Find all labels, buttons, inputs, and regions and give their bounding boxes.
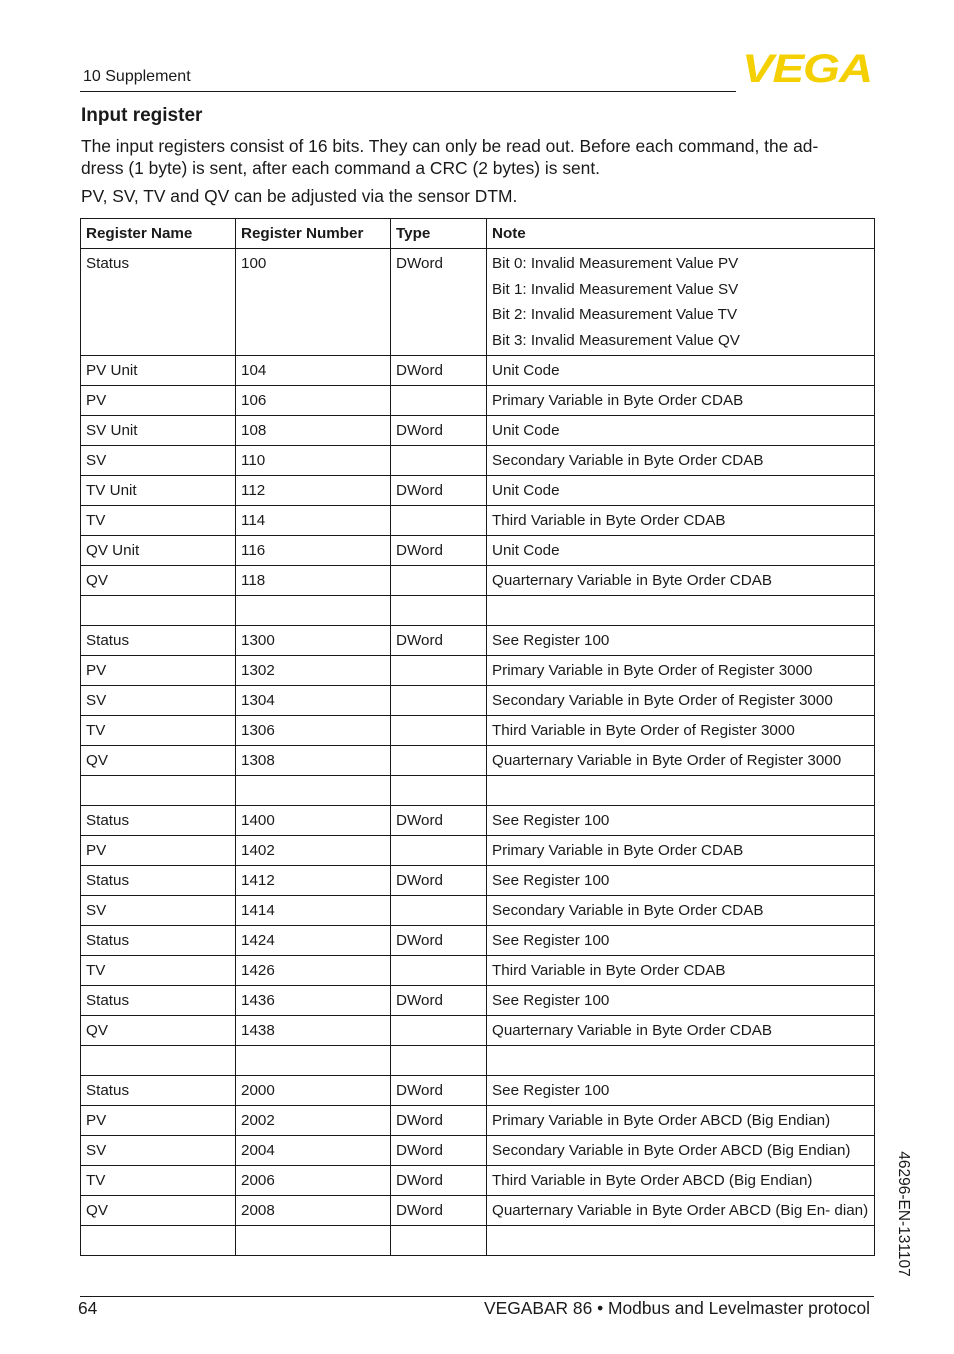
cell-note: Primary Variable in Byte Order CDAB — [487, 835, 875, 865]
cell-register-name: TV — [81, 715, 236, 745]
cell-note: Secondary Variable in Byte Order CDAB — [487, 445, 875, 475]
note-line: Bit 1: Invalid Measurement Value SV — [492, 280, 739, 298]
table-row — [81, 835, 875, 865]
cell-note: Third Variable in Byte Order ABCD (Big Endian) — [487, 1165, 875, 1195]
table-row — [81, 955, 875, 985]
table-header-row — [81, 219, 875, 249]
table-row — [81, 925, 875, 955]
cell-register-number: 2006 — [236, 1165, 391, 1195]
cell-note: Secondary Variable in Byte Order ABCD (Big Endian) — [487, 1135, 875, 1165]
document-code-text: 46296-EN-131107 — [895, 1151, 912, 1277]
cell-register-number: 2002 — [236, 1105, 391, 1135]
table-row — [81, 475, 875, 505]
cell-note: See Register 100 — [487, 1075, 875, 1105]
cell-type — [391, 505, 487, 535]
cell-register-number: 1438 — [236, 1015, 391, 1045]
cell-register-number: 1304 — [236, 685, 391, 715]
cell-register-number: 1436 — [236, 985, 391, 1015]
cell-register-number — [236, 595, 391, 625]
cell-type — [391, 685, 487, 715]
document-code — [893, 1139, 913, 1289]
cell-note: Quarternary Variable in Byte Order ABCD (Big En- dian) — [487, 1195, 875, 1225]
header-note: Note — [487, 219, 875, 249]
cell-type: DWord — [391, 249, 487, 356]
cell-note: Unit Code — [487, 535, 875, 565]
cell-register-name: TV Unit — [81, 475, 236, 505]
cell-register-number: 1426 — [236, 955, 391, 985]
cell-type: DWord — [391, 985, 487, 1015]
table-row — [81, 715, 875, 745]
cell-register-name: Status — [81, 1075, 236, 1105]
cell-register-name: QV — [81, 1195, 236, 1225]
cell-type: DWord — [391, 355, 487, 385]
cell-register-name: SV — [81, 1135, 236, 1165]
cell-type: DWord — [391, 1195, 487, 1225]
header-rule — [80, 91, 736, 92]
cell-type: DWord — [391, 1165, 487, 1195]
cell-type — [391, 775, 487, 805]
cell-register-name — [81, 1045, 236, 1075]
header-type: Type — [391, 219, 487, 249]
table-row — [81, 1015, 875, 1045]
cell-register-name — [81, 1225, 236, 1255]
cell-register-name: Status — [81, 925, 236, 955]
cell-note: Quarternary Variable in Byte Order CDAB — [487, 1015, 875, 1045]
cell-note: Third Variable in Byte Order of Register 3000 — [487, 715, 875, 745]
cell-register-name: PV — [81, 835, 236, 865]
cell-type — [391, 655, 487, 685]
cell-note: See Register 100 — [487, 625, 875, 655]
note-line: Bit 3: Invalid Measurement Value QV — [492, 331, 740, 349]
cell-register-number: 1302 — [236, 655, 391, 685]
vega-logo — [741, 50, 873, 86]
cell-note: Third Variable in Byte Order CDAB — [487, 955, 875, 985]
cell-register-name: QV — [81, 745, 236, 775]
cell-register-name: PV — [81, 1105, 236, 1135]
cell-register-number: 1300 — [236, 625, 391, 655]
cell-note: Unit Code — [487, 355, 875, 385]
cell-register-name: PV — [81, 385, 236, 415]
intro-paragraph: The input registers consist of 16 bits. They can only be read out. Before each command, the ad- dress (1 byte) is sent, after each command a CRC (2 bytes) is sent. — [81, 136, 819, 178]
cell-note: Unit Code — [487, 475, 875, 505]
cell-type — [391, 955, 487, 985]
table-row — [81, 385, 875, 415]
cell-type: DWord — [391, 475, 487, 505]
cell-register-number: 110 — [236, 445, 391, 475]
cell-note: See Register 100 — [487, 865, 875, 895]
cell-type — [391, 745, 487, 775]
dtm-paragraph: PV, SV, TV and QV can be adjusted via the sensor DTM. — [81, 186, 518, 206]
cell-register-name — [81, 775, 236, 805]
footer-rule — [80, 1296, 874, 1297]
table-row — [81, 1165, 875, 1195]
cell-register-number — [236, 1045, 391, 1075]
section-label: 10 Supplement — [83, 68, 191, 85]
spacer-row — [81, 595, 875, 625]
cell-type — [391, 715, 487, 745]
table-row — [81, 655, 875, 685]
table-row — [81, 1075, 875, 1105]
cell-register-name: SV — [81, 895, 236, 925]
spacer-row — [81, 775, 875, 805]
cell-type — [391, 385, 487, 415]
cell-type — [391, 835, 487, 865]
header-register-number: Register Number — [236, 219, 391, 249]
cell-note: Primary Variable in Byte Order of Register 3000 — [487, 655, 875, 685]
input-register-table — [80, 218, 875, 1256]
table-row — [81, 685, 875, 715]
cell-register-name — [81, 595, 236, 625]
cell-register-number: 118 — [236, 565, 391, 595]
footer-title: VEGABAR 86 • Modbus and Levelmaster protocol — [484, 1298, 870, 1318]
cell-register-name: PV — [81, 655, 236, 685]
cell-type — [391, 595, 487, 625]
cell-register-name: Status — [81, 985, 236, 1015]
cell-note: Secondary Variable in Byte Order of Register 3000 — [487, 685, 875, 715]
table-row — [81, 1195, 875, 1225]
cell-type — [391, 445, 487, 475]
table-row — [81, 535, 875, 565]
cell-register-number: 108 — [236, 415, 391, 445]
table-row — [81, 565, 875, 595]
cell-register-number: 1412 — [236, 865, 391, 895]
page-number: 64 — [78, 1298, 98, 1318]
note-line: Bit 0: Invalid Measurement Value PV — [492, 255, 739, 272]
cell-register-name: SV — [81, 445, 236, 475]
table-row — [81, 745, 875, 775]
table-row — [81, 249, 875, 356]
cell-type: DWord — [391, 865, 487, 895]
cell-register-number: 2008 — [236, 1195, 391, 1225]
table-row — [81, 355, 875, 385]
cell-register-number: 1402 — [236, 835, 391, 865]
table-row — [81, 805, 875, 835]
table-row — [81, 895, 875, 925]
cell-register-number: 1414 — [236, 895, 391, 925]
cell-register-number: 1306 — [236, 715, 391, 745]
cell-note: Primary Variable in Byte Order CDAB — [487, 385, 875, 415]
cell-type — [391, 1045, 487, 1075]
cell-register-number — [236, 1225, 391, 1255]
cell-note: Quarternary Variable in Byte Order CDAB — [487, 565, 875, 595]
cell-register-name: SV Unit — [81, 415, 236, 445]
cell-register-name: SV — [81, 685, 236, 715]
cell-register-number: 1308 — [236, 745, 391, 775]
cell-register-name: TV — [81, 955, 236, 985]
header-register-name: Register Name — [81, 219, 236, 249]
table-row — [81, 1105, 875, 1135]
cell-note — [487, 595, 875, 625]
cell-register-number: 1400 — [236, 805, 391, 835]
cell-type: DWord — [391, 925, 487, 955]
cell-note: Unit Code — [487, 415, 875, 445]
cell-register-number: 114 — [236, 505, 391, 535]
cell-note: Primary Variable in Byte Order ABCD (Big Endian) — [487, 1105, 875, 1135]
logo-text: VEGA — [742, 50, 872, 86]
cell-register-number: 112 — [236, 475, 391, 505]
cell-type — [391, 1015, 487, 1045]
table-row — [81, 505, 875, 535]
cell-note — [487, 775, 875, 805]
cell-register-name: Status — [81, 625, 236, 655]
cell-type — [391, 895, 487, 925]
cell-type — [391, 565, 487, 595]
cell-register-name: Status — [81, 805, 236, 835]
cell-type: DWord — [391, 1105, 487, 1135]
cell-note: See Register 100 — [487, 805, 875, 835]
cell-note: See Register 100 — [487, 985, 875, 1015]
cell-note — [487, 249, 875, 356]
cell-register-name: QV — [81, 1015, 236, 1045]
table-row — [81, 415, 875, 445]
page-title: Input register — [81, 105, 203, 126]
cell-note: Quarternary Variable in Byte Order of Register 3000 — [487, 745, 875, 775]
cell-register-name: Status — [81, 249, 236, 356]
cell-type: DWord — [391, 1135, 487, 1165]
spacer-row — [81, 1225, 875, 1255]
table-row — [81, 985, 875, 1015]
cell-register-name: TV — [81, 1165, 236, 1195]
cell-register-number: 104 — [236, 355, 391, 385]
table-row — [81, 445, 875, 475]
cell-register-number: 116 — [236, 535, 391, 565]
table-row — [81, 1135, 875, 1165]
cell-type — [391, 1225, 487, 1255]
cell-register-number: 2000 — [236, 1075, 391, 1105]
note-line: Bit 2: Invalid Measurement Value TV — [492, 306, 738, 323]
cell-register-name: TV — [81, 505, 236, 535]
cell-note — [487, 1045, 875, 1075]
cell-register-name: QV — [81, 565, 236, 595]
cell-note — [487, 1225, 875, 1255]
cell-register-number: 106 — [236, 385, 391, 415]
cell-type: DWord — [391, 415, 487, 445]
cell-register-number — [236, 775, 391, 805]
cell-note: Secondary Variable in Byte Order CDAB — [487, 895, 875, 925]
table-row — [81, 865, 875, 895]
cell-register-name: QV Unit — [81, 535, 236, 565]
cell-register-name: Status — [81, 865, 236, 895]
spacer-row — [81, 1045, 875, 1075]
cell-register-number: 2004 — [236, 1135, 391, 1165]
cell-note: See Register 100 — [487, 925, 875, 955]
table-row — [81, 625, 875, 655]
cell-note: Third Variable in Byte Order CDAB — [487, 505, 875, 535]
cell-register-number: 1424 — [236, 925, 391, 955]
cell-type: DWord — [391, 1075, 487, 1105]
cell-register-number: 100 — [236, 249, 391, 356]
cell-register-name: PV Unit — [81, 355, 236, 385]
cell-type: DWord — [391, 625, 487, 655]
cell-type: DWord — [391, 535, 487, 565]
cell-type: DWord — [391, 805, 487, 835]
